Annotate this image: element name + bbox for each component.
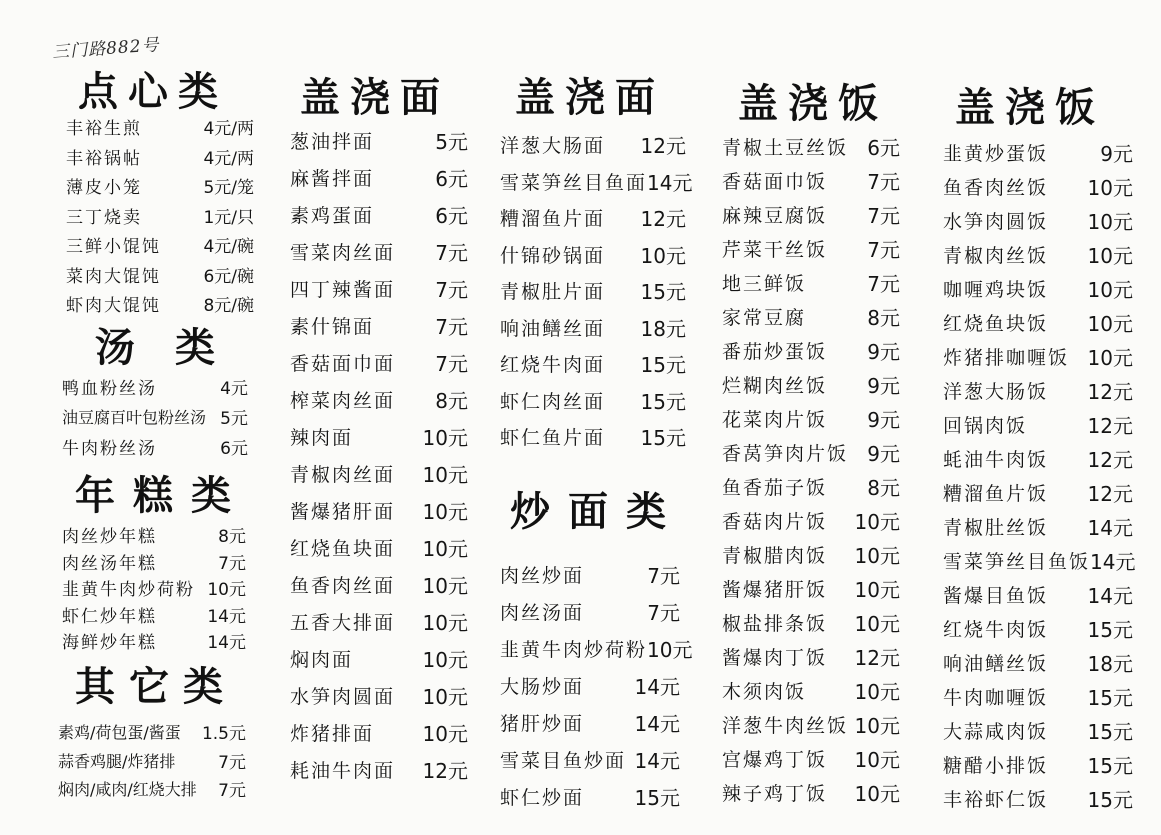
menu-item-name: 家常豆腐 — [722, 307, 807, 329]
menu-item-name: 番茄炒蛋饭 — [722, 341, 828, 363]
menu-item — [290, 570, 468, 599]
menu-item — [722, 574, 900, 603]
section-title-tang: 汤类 — [95, 324, 255, 371]
menu-item — [500, 313, 686, 342]
menu-item — [500, 782, 680, 811]
menu-item-name: 素什锦面 — [290, 316, 375, 338]
menu-item — [943, 478, 1133, 507]
menu-item — [943, 614, 1133, 643]
menu-item — [722, 710, 900, 739]
menu-item-name: 糟溜鱼片面 — [500, 208, 606, 230]
menu-item — [722, 404, 900, 433]
menu-item — [500, 167, 693, 196]
menu-item-name: 肉丝炒年糕 — [62, 527, 157, 547]
menu-item-name: 酱爆猪肝饭 — [722, 579, 828, 601]
menu-item-name: 香莴笋肉片饭 — [722, 443, 849, 465]
menu-item — [943, 512, 1133, 541]
menu-item-price: 7元 — [435, 352, 468, 376]
menu-item-price: 9元 — [867, 340, 900, 364]
menu-item — [290, 126, 468, 155]
menu-item — [722, 744, 900, 773]
menu-item — [500, 240, 686, 269]
menu-item-price: 12元 — [1087, 448, 1133, 472]
menu-item-name: 鸭血粉丝汤 — [62, 379, 157, 399]
menu-item — [500, 130, 686, 159]
menu-item-name: 薄皮小笼 — [66, 178, 142, 198]
menu-item-name: 辣子鸡丁饭 — [722, 783, 828, 805]
menu-item-price: 7元 — [867, 272, 900, 296]
menu-item-name: 肉丝汤年糕 — [62, 553, 157, 574]
menu-item — [943, 750, 1133, 779]
menu-item-name: 红烧鱼块饭 — [943, 313, 1049, 335]
menu-item-price: 10元 — [854, 544, 900, 568]
menu-item-name: 虾仁炒年糕 — [62, 606, 157, 627]
menu-item — [58, 748, 246, 773]
menu-item — [500, 422, 686, 451]
menu-item-name: 素鸡/荷包蛋/酱蛋 — [58, 723, 181, 742]
menu-item-name: 四丁辣酱面 — [290, 279, 396, 301]
menu-item — [722, 370, 900, 399]
menu-item-name: 炸猪排咖喱饭 — [943, 347, 1070, 369]
menu-item-price: 4元/两 — [203, 119, 254, 139]
menu-item-price: 10元 — [854, 612, 900, 636]
menu-item-name: 鱼香肉丝饭 — [943, 177, 1049, 199]
menu-item — [500, 745, 680, 774]
menu-item — [62, 575, 246, 600]
menu-item — [66, 114, 254, 139]
menu-item-name: 鱼香茄子饭 — [722, 477, 828, 499]
menu-item-price: 7元 — [435, 278, 468, 302]
menu-item-price: 8元 — [867, 306, 900, 330]
menu-item-price: 15元 — [640, 353, 686, 377]
menu-item-name: 青椒肉丝面 — [290, 464, 396, 486]
menu-item-price: 10元 — [854, 578, 900, 602]
menu-item-price: 10元 — [640, 243, 686, 268]
menu-item-name: 丰裕生煎 — [66, 119, 142, 139]
section-title-dianxin: 点心类 — [78, 68, 228, 115]
section-title-fan-2: 盖浇饭 — [955, 84, 1105, 131]
menu-item-price: 1元/只 — [203, 207, 254, 228]
menu-item-price: 7元 — [435, 315, 468, 339]
menu-item-name: 地三鲜饭 — [722, 273, 807, 295]
menu-item — [290, 163, 468, 192]
menu-item-name: 牛肉粉丝汤 — [62, 439, 157, 459]
menu-item-price: 12元 — [1087, 380, 1133, 404]
menu-item-name: 宫爆鸡丁饭 — [722, 749, 828, 771]
menu-item — [500, 276, 686, 305]
menu-item — [500, 671, 680, 700]
menu-item-price: 15元 — [634, 786, 680, 810]
menu-item — [943, 784, 1133, 813]
menu-item — [943, 308, 1133, 337]
menu-item — [290, 644, 468, 673]
menu-item-price: 5元 — [435, 130, 468, 154]
section-title-niangao: 年糕类 — [75, 472, 249, 519]
menu-item-name: 油豆腐百叶包粉丝汤 — [62, 408, 207, 427]
menu-item-name: 大蒜咸肉饭 — [943, 721, 1049, 743]
menu-item — [722, 200, 900, 229]
menu-item-name: 糖醋小排饭 — [943, 755, 1049, 777]
menu-item-price: 7元 — [867, 204, 900, 228]
menu-item-price: 8元/碗 — [203, 296, 254, 316]
menu-item-price: 9元 — [867, 442, 900, 466]
menu-item-name: 雪菜笋丝目鱼面 — [500, 171, 648, 194]
menu-item — [943, 138, 1133, 167]
menu-item-name: 洋葱大肠饭 — [943, 381, 1049, 403]
section-title-chaomian: 炒面类 — [510, 488, 684, 535]
menu-item-price: 9元 — [1100, 142, 1133, 166]
menu-item-name: 麻酱拌面 — [290, 168, 375, 190]
menu-item-name: 辣肉面 — [290, 427, 354, 449]
menu-item-name: 红烧鱼块面 — [290, 538, 396, 560]
menu-item — [290, 533, 468, 562]
menu-item-price: 15元 — [1087, 618, 1133, 642]
menu-item-price: 10元 — [854, 782, 900, 806]
menu-item — [722, 234, 900, 263]
menu-item-name: 五香大排面 — [290, 612, 396, 634]
menu-item-name: 咖喱鸡块饭 — [943, 279, 1049, 301]
menu-item-name: 焖肉/咸肉/红烧大排 — [58, 780, 197, 799]
menu-item-name: 麻辣豆腐饭 — [722, 205, 828, 227]
menu-item-price: 7元 — [218, 553, 246, 574]
menu-item-name: 回锅肉饭 — [943, 415, 1028, 437]
menu-item-price: 10元 — [1087, 244, 1133, 268]
menu-item-price: 14元 — [207, 606, 246, 627]
menu-item — [62, 404, 248, 429]
menu-item — [943, 546, 1136, 575]
menu-item-name: 椒盐排条饭 — [722, 613, 828, 635]
menu-item-price: 8元 — [435, 389, 468, 413]
menu-item-name: 雪菜肉丝面 — [290, 242, 396, 264]
menu-item — [943, 682, 1133, 711]
menu-item-name: 虾仁鱼片面 — [500, 427, 606, 449]
menu-item-name: 丰裕锅帖 — [66, 148, 142, 169]
menu-item-price: 15元 — [1087, 754, 1133, 778]
menu-item-name: 葱油拌面 — [290, 131, 375, 153]
menu-item — [943, 240, 1133, 269]
menu-item — [62, 628, 246, 653]
menu-item — [943, 716, 1133, 745]
menu-item-price: 10元 — [854, 748, 900, 772]
menu-item — [722, 608, 900, 637]
menu-item-price: 14元 — [1087, 516, 1133, 540]
menu-item — [722, 506, 900, 535]
menu-item — [500, 708, 680, 737]
menu-item — [500, 349, 686, 378]
menu-item-price: 10元 — [422, 463, 468, 487]
menu-item — [943, 274, 1133, 303]
menu-item — [722, 540, 900, 569]
menu-item-name: 水笋肉圆饭 — [943, 211, 1049, 233]
menu-item-price: 10元 — [1087, 278, 1133, 302]
handwritten-address: 三门路882号 — [51, 35, 161, 63]
menu-item-name: 雪菜笋丝目鱼饭 — [943, 551, 1091, 573]
menu-item — [722, 132, 900, 161]
menu-item-name: 猪肝炒面 — [500, 713, 585, 735]
menu-item — [722, 472, 900, 501]
menu-item-price: 15元 — [640, 389, 686, 414]
menu-item-name: 菜肉大馄饨 — [66, 266, 161, 287]
menu-item — [66, 291, 254, 316]
menu-item — [722, 166, 900, 195]
menu-item-name: 耗油牛肉面 — [290, 760, 396, 782]
menu-item-name: 焖肉面 — [290, 649, 354, 671]
menu-item-price: 4元/两 — [203, 148, 254, 169]
menu-item-price: 7元 — [218, 752, 246, 773]
menu-item-name: 青椒肉丝饭 — [943, 245, 1049, 267]
menu-item-price: 12元 — [422, 759, 468, 783]
menu-item-name: 蚝油牛肉饭 — [943, 449, 1049, 471]
menu-item-price: 14元 — [1090, 550, 1136, 574]
menu-item-name: 糟溜鱼片饭 — [943, 483, 1049, 505]
menu-item-name: 虾肉大馄饨 — [66, 296, 161, 316]
menu-item-price: 12元 — [1087, 482, 1133, 506]
menu-item-name: 蒜香鸡腿/炸猪排 — [58, 751, 176, 771]
menu-item-name: 雪菜目鱼炒面 — [500, 750, 627, 772]
menu-item — [722, 778, 900, 807]
menu-item-name: 鱼香肉丝面 — [290, 575, 396, 597]
menu-item-price: 10元 — [422, 722, 468, 746]
menu-item-price: 14元 — [207, 633, 246, 653]
menu-item-price: 6元 — [220, 439, 248, 459]
menu-item-name: 三丁烧卖 — [66, 207, 142, 228]
menu-item-name: 丰裕虾仁饭 — [943, 789, 1049, 811]
menu-item — [500, 597, 680, 626]
menu-item-price: 7元 — [867, 170, 900, 194]
menu-item-price: 10元 — [647, 638, 693, 662]
menu-item-price: 1.5元 — [201, 724, 246, 744]
menu-item — [943, 410, 1133, 439]
menu-item-name: 水笋肉圆面 — [290, 686, 396, 708]
menu-item-name: 素鸡蛋面 — [290, 205, 375, 227]
menu-item — [943, 206, 1133, 235]
menu-item-name: 什锦砂锅面 — [500, 244, 606, 267]
menu-item-price: 15元 — [640, 280, 686, 304]
menu-item-name: 响油鳝丝面 — [500, 317, 606, 340]
menu-item-price: 8元 — [218, 527, 246, 547]
menu-item — [62, 374, 248, 399]
menu-item-name: 虾仁肉丝面 — [500, 390, 606, 413]
menu-item-price: 18元 — [1087, 652, 1133, 676]
menu-item-name: 红烧牛肉饭 — [943, 619, 1049, 641]
section-title-mian-2: 盖浇面 — [515, 74, 665, 121]
menu-item — [290, 237, 468, 266]
menu-item-name: 肉丝汤面 — [500, 602, 585, 624]
menu-item-price: 7元 — [867, 238, 900, 262]
menu-item — [290, 681, 468, 710]
menu-item-price: 10元 — [422, 500, 468, 524]
menu-item — [62, 549, 246, 574]
menu-item-price: 15元 — [1087, 686, 1133, 710]
menu-item-price: 12元 — [1087, 414, 1133, 438]
menu-item-name: 木须肉饭 — [722, 681, 807, 703]
menu-item-price: 10元 — [422, 611, 468, 635]
menu-item-price: 9元 — [867, 374, 900, 398]
menu-item-price: 6元/碗 — [203, 266, 254, 287]
menu-item-price: 4元 — [220, 379, 248, 399]
menu-item — [66, 203, 254, 228]
menu-item — [500, 634, 693, 663]
menu-item-price: 12元 — [640, 134, 686, 158]
menu-item-price: 10元 — [1087, 312, 1133, 336]
menu-item — [290, 422, 468, 451]
menu-item-price: 10元 — [422, 685, 468, 709]
menu-item-name: 洋葱大肠面 — [500, 135, 606, 157]
menu-item — [290, 348, 468, 377]
section-title-mian-1: 盖浇面 — [300, 74, 450, 121]
menu-item-price: 14元 — [634, 675, 680, 699]
menu-item — [500, 386, 686, 415]
menu-item — [943, 376, 1133, 405]
menu-item-price: 7元 — [647, 564, 680, 588]
menu-item-price: 10元 — [854, 714, 900, 738]
menu-item-name: 韭黄炒蛋饭 — [943, 143, 1049, 165]
menu-item-price: 14元 — [647, 170, 693, 195]
menu-item-price: 5元 — [220, 409, 248, 429]
menu-item — [58, 776, 246, 801]
menu-item-name: 酱爆目鱼饭 — [943, 585, 1049, 607]
menu-item-name: 花菜肉片饭 — [722, 409, 828, 431]
menu-item-name: 酱爆猪肝面 — [290, 501, 396, 523]
section-title-fan-1: 盖浇饭 — [738, 80, 888, 127]
menu-item — [66, 173, 254, 198]
menu-item-price: 10元 — [1087, 210, 1133, 234]
menu-item-price: 14元 — [634, 712, 680, 736]
menu-item — [943, 648, 1133, 677]
menu-item — [722, 642, 900, 671]
menu-item — [290, 274, 468, 303]
menu-item — [722, 268, 900, 297]
menu-item-price: 8元 — [867, 476, 900, 500]
menu-item-price: 9元 — [867, 408, 900, 432]
menu-item — [66, 232, 254, 257]
menu-item-price: 12元 — [854, 646, 900, 670]
menu-item — [290, 607, 468, 636]
menu-item-price: 5元/笼 — [203, 178, 254, 198]
menu-item-name: 海鲜炒年糕 — [62, 633, 157, 653]
menu-item-price: 15元 — [640, 426, 686, 450]
menu-item-name: 牛肉咖喱饭 — [943, 687, 1049, 709]
menu-item-name: 韭黄牛肉炒荷粉 — [500, 639, 648, 661]
menu-item-price: 6元 — [435, 204, 468, 228]
menu-item — [943, 444, 1133, 473]
menu-item — [722, 676, 900, 705]
menu-item-name: 虾仁炒面 — [500, 787, 585, 809]
menu-item — [943, 580, 1133, 609]
menu-item — [66, 262, 254, 287]
menu-item-name: 肉丝炒面 — [500, 565, 585, 587]
menu-item-price: 7元 — [647, 601, 680, 625]
menu-item — [722, 438, 900, 467]
menu-item-name: 洋葱牛肉丝饭 — [722, 715, 849, 737]
menu-item-name: 榨菜肉丝面 — [290, 390, 396, 412]
menu-item — [290, 496, 468, 525]
menu-item-price: 7元 — [435, 241, 468, 265]
menu-item-name: 青椒肚片面 — [500, 281, 606, 303]
menu-item — [290, 459, 468, 488]
menu-item-price: 10元 — [422, 574, 468, 598]
menu-item-price: 10元 — [422, 426, 468, 450]
menu-item-name: 响油鳝丝饭 — [943, 653, 1049, 675]
menu-item-price: 4元/碗 — [203, 237, 254, 257]
menu-item — [290, 755, 468, 784]
menu-item-name: 青椒腊肉饭 — [722, 545, 828, 567]
menu-item — [66, 144, 254, 169]
menu-item-price: 10元 — [422, 537, 468, 561]
menu-item-price: 10元 — [1087, 346, 1133, 370]
menu-item-price: 18元 — [640, 316, 686, 341]
section-title-qita: 其它类 — [75, 663, 237, 710]
menu-item-price: 10元 — [207, 580, 246, 600]
menu-item-name: 青椒肚丝饭 — [943, 517, 1049, 539]
menu-item — [943, 172, 1133, 201]
menu-item-name: 炸猪排面 — [290, 723, 375, 745]
menu-item — [290, 385, 468, 414]
menu-item-name: 韭黄牛肉炒荷粉 — [62, 580, 195, 600]
menu-item-name: 香菇肉片饭 — [722, 511, 828, 533]
menu-item — [722, 336, 900, 365]
menu-item-name: 酱爆肉丁饭 — [722, 647, 828, 669]
menu-item — [290, 311, 468, 340]
menu-item-price: 7元 — [218, 781, 246, 801]
menu-item-name: 芹菜干丝饭 — [722, 239, 828, 261]
menu-item — [500, 560, 680, 589]
menu-item-price: 10元 — [422, 648, 468, 672]
menu-item-name: 香菇面巾面 — [290, 353, 396, 375]
menu-item-price: 10元 — [854, 510, 900, 534]
menu-item — [58, 719, 246, 744]
menu-item — [500, 203, 686, 232]
menu-item-name: 香菇面巾饭 — [722, 171, 828, 193]
menu-item — [62, 434, 248, 459]
menu-item-price: 10元 — [854, 680, 900, 704]
menu-item — [943, 342, 1133, 371]
menu-item-name: 烂糊肉丝饭 — [722, 375, 828, 397]
menu-item — [290, 200, 468, 229]
menu-item-name: 红烧牛肉面 — [500, 354, 606, 376]
menu-item — [62, 522, 246, 547]
menu-item-price: 12元 — [640, 207, 686, 231]
menu-item-price: 10元 — [1087, 176, 1133, 200]
menu-item-name: 大肠炒面 — [500, 676, 585, 698]
menu-item-name: 三鲜小馄饨 — [66, 237, 161, 257]
menu-item-price: 14元 — [1087, 584, 1133, 608]
menu-item-price: 6元 — [435, 167, 468, 191]
menu-item — [290, 718, 468, 747]
menu-item-price: 14元 — [634, 749, 680, 773]
menu-item-price: 15元 — [1087, 720, 1133, 744]
menu-item — [722, 302, 900, 331]
menu-item-price: 6元 — [867, 136, 900, 160]
menu-item-price: 15元 — [1087, 788, 1133, 812]
menu-item — [62, 602, 246, 627]
menu-item-name: 青椒土豆丝饭 — [722, 137, 849, 159]
